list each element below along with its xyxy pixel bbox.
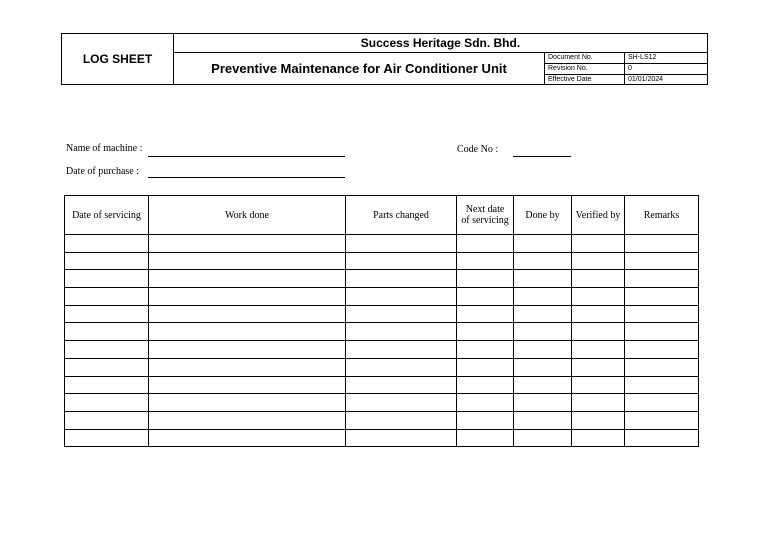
table-cell[interactable] <box>572 358 625 376</box>
meta-row-effective-date <box>545 75 707 85</box>
table-row <box>65 270 699 288</box>
table-cell[interactable] <box>572 252 625 270</box>
table-cell[interactable] <box>514 323 572 341</box>
column-header-done-by: Done by <box>514 196 572 235</box>
table-cell[interactable] <box>514 411 572 429</box>
table-cell[interactable] <box>572 305 625 323</box>
table-cell[interactable] <box>514 429 572 447</box>
table-cell[interactable] <box>65 323 149 341</box>
machine-name-label: Name of machine : <box>66 143 143 154</box>
table-cell[interactable] <box>625 429 699 447</box>
table-cell[interactable] <box>514 235 572 253</box>
table-cell[interactable] <box>346 270 457 288</box>
table-row <box>65 235 699 253</box>
table-cell[interactable] <box>572 376 625 394</box>
table-cell[interactable] <box>65 394 149 412</box>
table-cell[interactable] <box>346 358 457 376</box>
column-header-parts-changed: Parts changed <box>346 196 457 235</box>
table-cell[interactable] <box>572 394 625 412</box>
table-cell[interactable] <box>625 394 699 412</box>
table-cell[interactable] <box>457 270 514 288</box>
table-cell[interactable] <box>457 288 514 306</box>
table-cell[interactable] <box>625 376 699 394</box>
table-row <box>65 323 699 341</box>
column-header-verified-by: Verified by <box>572 196 625 235</box>
table-cell[interactable] <box>65 305 149 323</box>
table-cell[interactable] <box>149 341 346 359</box>
table-cell[interactable] <box>149 270 346 288</box>
column-header-remarks: Remarks <box>625 196 699 235</box>
table-cell[interactable] <box>457 305 514 323</box>
column-header-work-done: Work done <box>149 196 346 235</box>
table-cell[interactable] <box>457 394 514 412</box>
table-row <box>65 429 699 447</box>
table-cell[interactable] <box>149 288 346 306</box>
table-cell[interactable] <box>457 376 514 394</box>
table-cell[interactable] <box>514 376 572 394</box>
table-cell[interactable] <box>65 252 149 270</box>
table-cell[interactable] <box>572 411 625 429</box>
table-cell[interactable] <box>65 288 149 306</box>
table-cell[interactable] <box>625 323 699 341</box>
table-cell[interactable] <box>625 358 699 376</box>
table-cell[interactable] <box>514 358 572 376</box>
table-cell[interactable] <box>572 288 625 306</box>
table-cell[interactable] <box>149 252 346 270</box>
table-cell[interactable] <box>65 429 149 447</box>
table-cell[interactable] <box>514 394 572 412</box>
table-cell[interactable] <box>149 323 346 341</box>
table-cell[interactable] <box>457 323 514 341</box>
table-cell[interactable] <box>149 376 346 394</box>
table-cell[interactable] <box>572 270 625 288</box>
table-row <box>65 305 699 323</box>
code-no-field[interactable] <box>513 156 571 157</box>
table-cell[interactable] <box>457 341 514 359</box>
table-row <box>65 376 699 394</box>
meta-value: 0 <box>628 65 632 72</box>
column-header-date: Date of servicing <box>65 196 149 235</box>
table-cell[interactable] <box>457 235 514 253</box>
table-cell[interactable] <box>346 341 457 359</box>
table-cell[interactable] <box>625 411 699 429</box>
table-cell[interactable] <box>514 270 572 288</box>
company-name: Success Heritage Sdn. Bhd. <box>174 34 707 53</box>
table-cell[interactable] <box>346 376 457 394</box>
document-meta <box>545 53 707 84</box>
table-cell[interactable] <box>457 411 514 429</box>
table-cell[interactable] <box>457 252 514 270</box>
table-cell[interactable] <box>346 429 457 447</box>
table-cell[interactable] <box>346 394 457 412</box>
table-row <box>65 288 699 306</box>
table-cell[interactable] <box>514 252 572 270</box>
table-cell[interactable] <box>149 411 346 429</box>
table-row <box>65 394 699 412</box>
table-cell[interactable] <box>572 341 625 359</box>
purchase-date-field[interactable] <box>148 177 345 178</box>
column-header-next-date: Next date of servicing <box>457 196 514 235</box>
table-cell[interactable] <box>572 429 625 447</box>
table-cell[interactable] <box>149 394 346 412</box>
table-row <box>65 252 699 270</box>
table-cell[interactable] <box>149 235 346 253</box>
purchase-date-label: Date of purchase : <box>66 166 140 177</box>
meta-row-revision-no <box>545 64 707 75</box>
meta-value: 01/01/2024 <box>628 76 664 83</box>
table-cell[interactable] <box>149 305 346 323</box>
table-cell[interactable] <box>625 341 699 359</box>
table-cell[interactable] <box>149 429 346 447</box>
table-cell[interactable] <box>65 358 149 376</box>
table-cell[interactable] <box>65 341 149 359</box>
table-row <box>65 341 699 359</box>
table-cell[interactable] <box>572 235 625 253</box>
table-cell[interactable] <box>346 252 457 270</box>
table-cell[interactable] <box>65 411 149 429</box>
table-cell[interactable] <box>346 323 457 341</box>
table-cell[interactable] <box>457 358 514 376</box>
table-cell[interactable] <box>149 358 346 376</box>
table-cell[interactable] <box>346 411 457 429</box>
table-cell[interactable] <box>65 235 149 253</box>
servicing-log-table <box>64 195 699 447</box>
table-cell[interactable] <box>572 323 625 341</box>
table-cell[interactable] <box>346 288 457 306</box>
table-cell[interactable] <box>346 235 457 253</box>
table-row <box>65 411 699 429</box>
table-cell[interactable] <box>65 376 149 394</box>
table-cell[interactable] <box>625 235 699 253</box>
table-header-row <box>65 196 699 235</box>
code-no-label: Code No : <box>457 144 499 155</box>
meta-value: SH-LS12 <box>628 54 657 61</box>
document-title: Preventive Maintenance for Air Conditioner Unit <box>174 53 545 84</box>
table-body <box>65 235 699 447</box>
table-cell[interactable] <box>625 305 699 323</box>
document-header <box>61 33 708 85</box>
meta-label: Document No. <box>545 53 625 63</box>
machine-name-field[interactable] <box>148 156 345 157</box>
table-row <box>65 358 699 376</box>
table-cell[interactable] <box>625 252 699 270</box>
meta-label: Effective Date <box>545 75 625 85</box>
table-cell[interactable] <box>514 288 572 306</box>
table-cell[interactable] <box>346 305 457 323</box>
table-cell[interactable] <box>65 270 149 288</box>
table-cell[interactable] <box>625 288 699 306</box>
table-cell[interactable] <box>625 270 699 288</box>
meta-label: Revision No. <box>545 64 625 74</box>
meta-row-document-no <box>545 53 707 64</box>
log-sheet-label: LOG SHEET <box>62 34 174 84</box>
table-cell[interactable] <box>457 429 514 447</box>
table-cell[interactable] <box>514 305 572 323</box>
table-cell[interactable] <box>514 341 572 359</box>
